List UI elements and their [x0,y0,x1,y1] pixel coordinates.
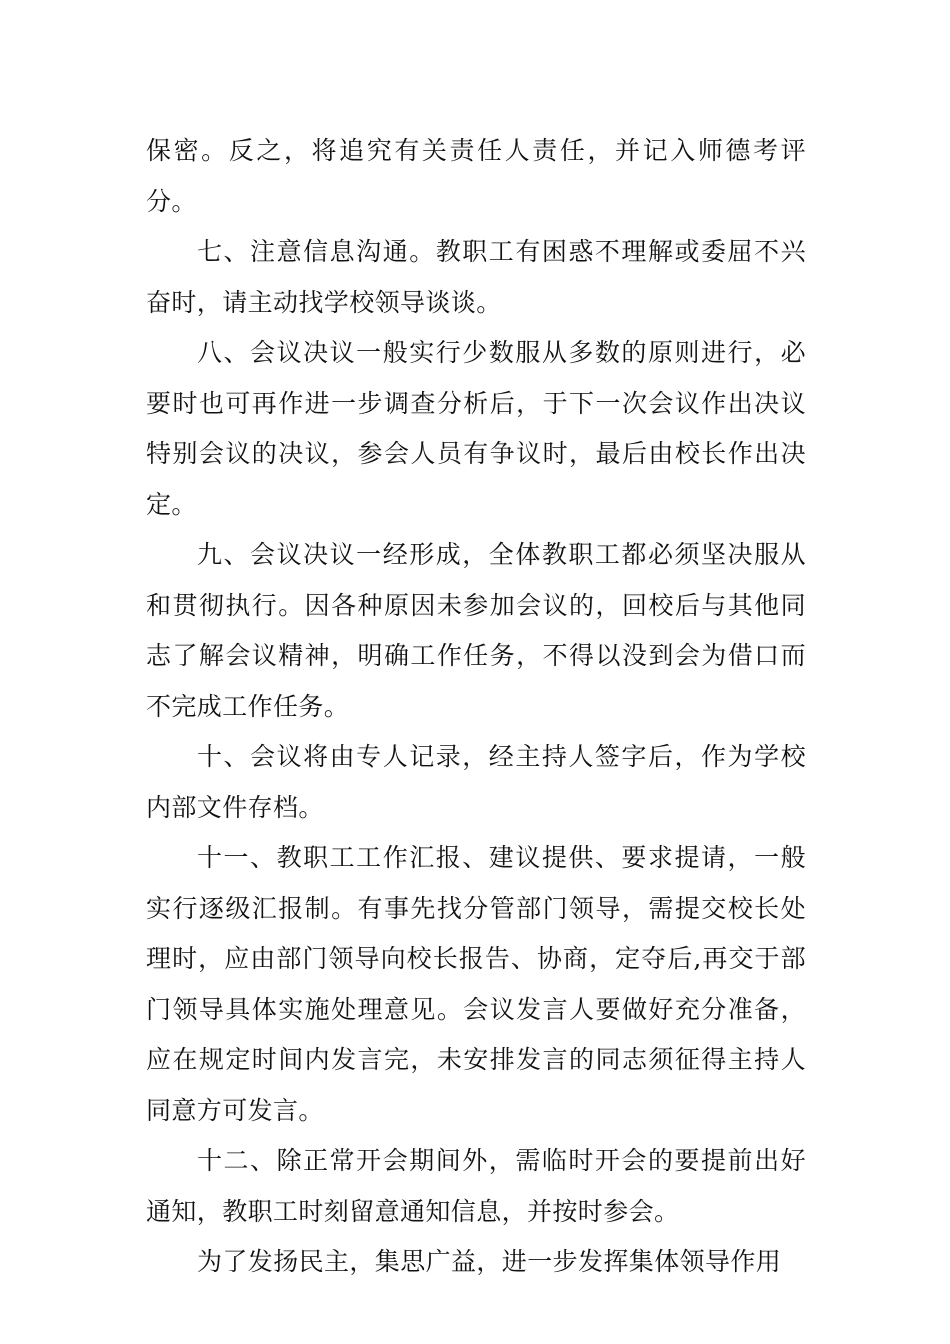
paragraph-item-8: 八、会议决议一般实行少数服从多数的原则进行，必要时也可再作进一步调查分析后，于下一次会议作出决议特别会议的决议，参会人员有争议时，最后由校长作出决定。 [146,338,806,519]
document-body [146,126,806,1288]
paragraph-item-7: 七、注意信息沟通。教职工有困惑不理解或委屈不兴奋时，请主动找学校领导谈谈。 [146,237,806,317]
paragraph-item-11: 十一、教职工工作汇报、建议提供、要求提请，一般实行逐级汇报制。有事先找分管部门领导，需提交校长处理时，应由部门领导向校长报告、协商，定夺后,再交于部门领导具体实施处理意见。会议发言人要做好充分准备，应在规定时间内发言完，未安排发言的同志须征得主持人同意方可发言。 [146,843,806,1125]
paragraph-item-12: 十二、除正常开会期间外，需临时开会的要提前出好通知，教职工时刻留意通知信息，并按时参会。 [146,1146,806,1226]
paragraph-item-10: 十、会议将由专人记录，经主持人签字后，作为学校内部文件存档。 [146,742,806,822]
paragraph-item-9: 九、会议决议一经形成，全体教职工都必须坚决服从和贯彻执行。因各种原因未参加会议的，回校后与其他同志了解会议精神，明确工作任务，不得以没到会为借口而不完成工作任务。 [146,540,806,721]
paragraph-confidentiality: 保密。反之，将追究有关责任人责任，并记入师德考评分。 [146,136,806,216]
paragraph-closing: 为了发扬民主，集思广益，进一步发挥集体领导作用 [197,1247,782,1276]
